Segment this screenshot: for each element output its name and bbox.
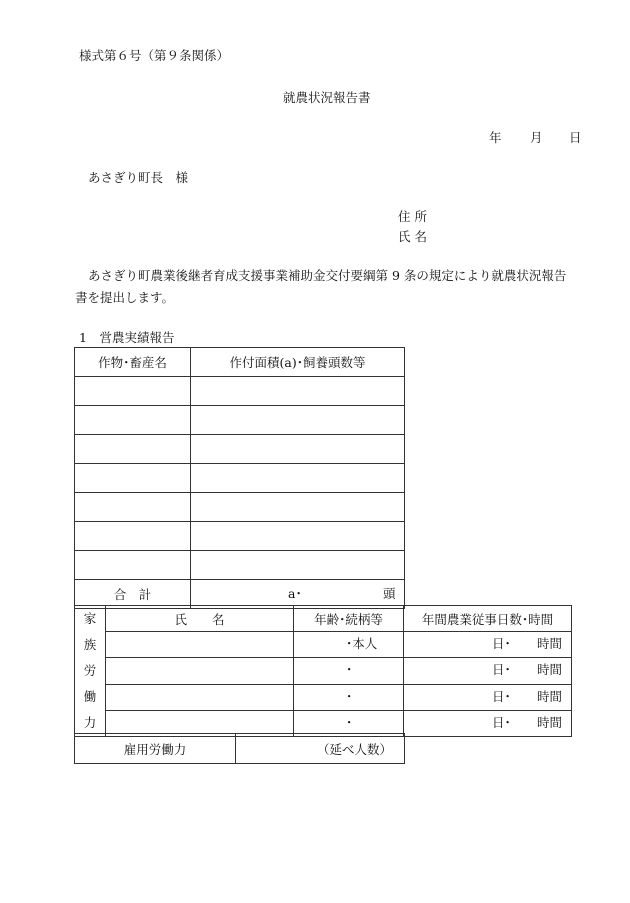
total-head-unit: 頭 — [383, 586, 396, 601]
name-label: 氏 名 — [398, 229, 427, 244]
date-year-label: 年 — [489, 130, 502, 145]
family-relation-header: 年齢･続柄等 — [294, 606, 404, 632]
crop-name-header: 作物･畜産名 — [75, 348, 191, 377]
table-row — [75, 493, 405, 522]
crop-name-cell[interactable] — [75, 435, 191, 464]
table-row — [75, 435, 405, 464]
crop-area-cell[interactable] — [191, 551, 405, 580]
hired-labor-value[interactable]: （延べ人数） — [236, 734, 405, 764]
family-relation-cell[interactable]: ･ — [294, 684, 404, 710]
crop-name-cell[interactable] — [75, 493, 191, 522]
table-row — [75, 377, 405, 406]
family-relation-cell[interactable]: ･本人 — [294, 632, 404, 658]
family-name-header: 氏 名 — [106, 606, 294, 632]
family-name-cell[interactable] — [106, 658, 294, 684]
table-row — [75, 464, 405, 493]
crop-name-cell[interactable] — [75, 522, 191, 551]
crop-area-header: 作付面積(a)･飼養頭数等 — [191, 348, 405, 377]
table-row — [75, 551, 405, 580]
hired-labor-label: 雇用労働力 — [75, 734, 236, 764]
table-row — [75, 406, 405, 435]
crop-area-cell[interactable] — [191, 464, 405, 493]
crop-name-cell[interactable] — [75, 464, 191, 493]
table-row — [75, 632, 572, 658]
address-label: 住 所 — [398, 209, 427, 224]
crop-area-cell[interactable] — [191, 435, 405, 464]
family-relation-cell[interactable]: ･ — [294, 658, 404, 684]
document-title: 就農状況報告書 — [283, 90, 371, 105]
body-text-line2: 書を提出します。 — [75, 290, 175, 305]
section1-heading: 1 営農実績報告 — [79, 330, 175, 345]
family-workdays-cell[interactable]: 日･ 時間 — [404, 658, 572, 684]
crop-name-cell[interactable] — [75, 406, 191, 435]
total-area-unit: a･ — [288, 586, 302, 601]
family-name-cell[interactable] — [106, 632, 294, 658]
addressee: あさぎり町長 様 — [88, 170, 189, 185]
date-day-label: 日 — [569, 130, 582, 145]
family-labor-table — [74, 605, 572, 737]
family-workdays-cell[interactable]: 日･ 時間 — [404, 684, 572, 710]
table-row — [75, 522, 405, 551]
date-month-label: 月 — [530, 130, 543, 145]
crop-area-cell[interactable] — [191, 377, 405, 406]
table-row — [75, 658, 572, 684]
family-relation-cell[interactable]: ･ — [294, 710, 404, 736]
form-number: 様式第６号（第９条関係） — [79, 48, 230, 63]
family-labor-side-label: 家 族 労 働 力 — [75, 606, 106, 737]
crop-area-cell[interactable] — [191, 406, 405, 435]
table-row — [75, 684, 572, 710]
crop-area-cell[interactable] — [191, 493, 405, 522]
crop-name-cell[interactable] — [75, 377, 191, 406]
crop-table — [74, 347, 405, 609]
body-text-line1: あさぎり町農業後継者育成支援事業補助金交付要綱第 9 条の規定により就農状況報告 — [88, 268, 567, 283]
hired-labor-table — [74, 733, 405, 764]
crop-name-cell[interactable] — [75, 551, 191, 580]
family-workdays-cell[interactable]: 日･ 時間 — [404, 632, 572, 658]
crop-area-cell[interactable] — [191, 522, 405, 551]
family-workdays-cell[interactable]: 日･ 時間 — [404, 710, 572, 736]
family-name-cell[interactable] — [106, 684, 294, 710]
family-workdays-header: 年間農業従事日数･時間 — [404, 606, 572, 632]
total-label: 合 計 — [75, 580, 191, 609]
